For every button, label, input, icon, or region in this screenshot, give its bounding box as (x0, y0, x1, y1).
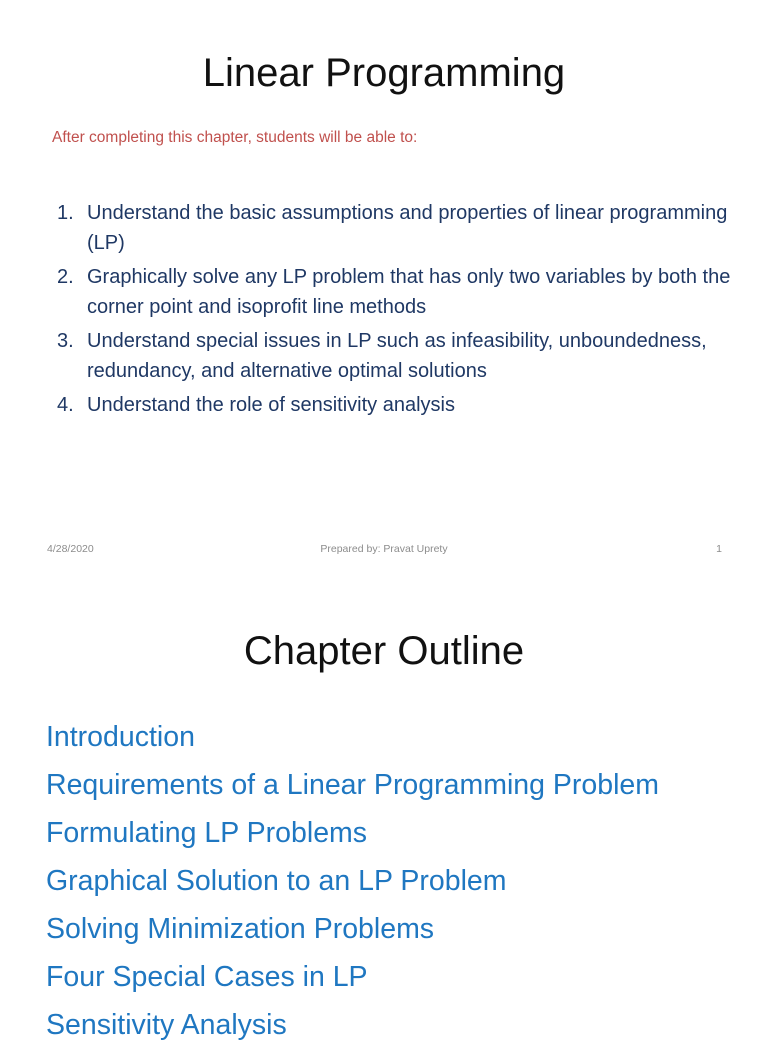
objective-text: Understand special issues in LP such as infeasibility, unboundedness, redundancy, and alternative optimal solutions (87, 330, 707, 382)
slide-title: Linear Programming (202, 51, 566, 95)
outline-list (46, 713, 659, 1049)
slide-2 (0, 576, 768, 1041)
objective-item (57, 263, 737, 322)
objective-item (57, 199, 737, 258)
outline-item: Sensitivity Analysis (46, 1009, 287, 1041)
objective-text: Graphically solve any LP problem that has only two variables by both the corner point and isoprofit line methods (87, 266, 731, 318)
outline-item: Formulating LP Problems (46, 817, 368, 849)
objective-item (57, 327, 737, 386)
objective-number: 3. (57, 330, 74, 352)
outline-item: Four Special Cases in LP (46, 961, 368, 993)
outline-item: Introduction (46, 721, 195, 753)
objective-text: Understand the role of sensitivity analysis (87, 394, 455, 416)
objective-text: Understand the basic assumptions and properties of linear programming (LP) (87, 202, 728, 254)
objective-number: 4. (57, 394, 74, 416)
footer-author: Prepared by: Pravat Uprety (320, 543, 448, 555)
objective-number: 1. (57, 202, 74, 224)
objective-number: 2. (57, 266, 74, 288)
objective-item (57, 391, 737, 421)
outline-item: Solving Minimization Problems (46, 913, 435, 945)
slide-subtitle: After completing this chapter, students will be able to: (52, 129, 418, 146)
slide-title: Chapter Outline (243, 629, 525, 673)
footer-date: 4/28/2020 (47, 543, 94, 555)
outline-item: Graphical Solution to an LP Problem (46, 865, 507, 897)
outline-item: Requirements of a Linear Programming Problem (46, 769, 660, 801)
footer-page-number: 1 (716, 543, 722, 555)
objectives-list (57, 199, 737, 426)
